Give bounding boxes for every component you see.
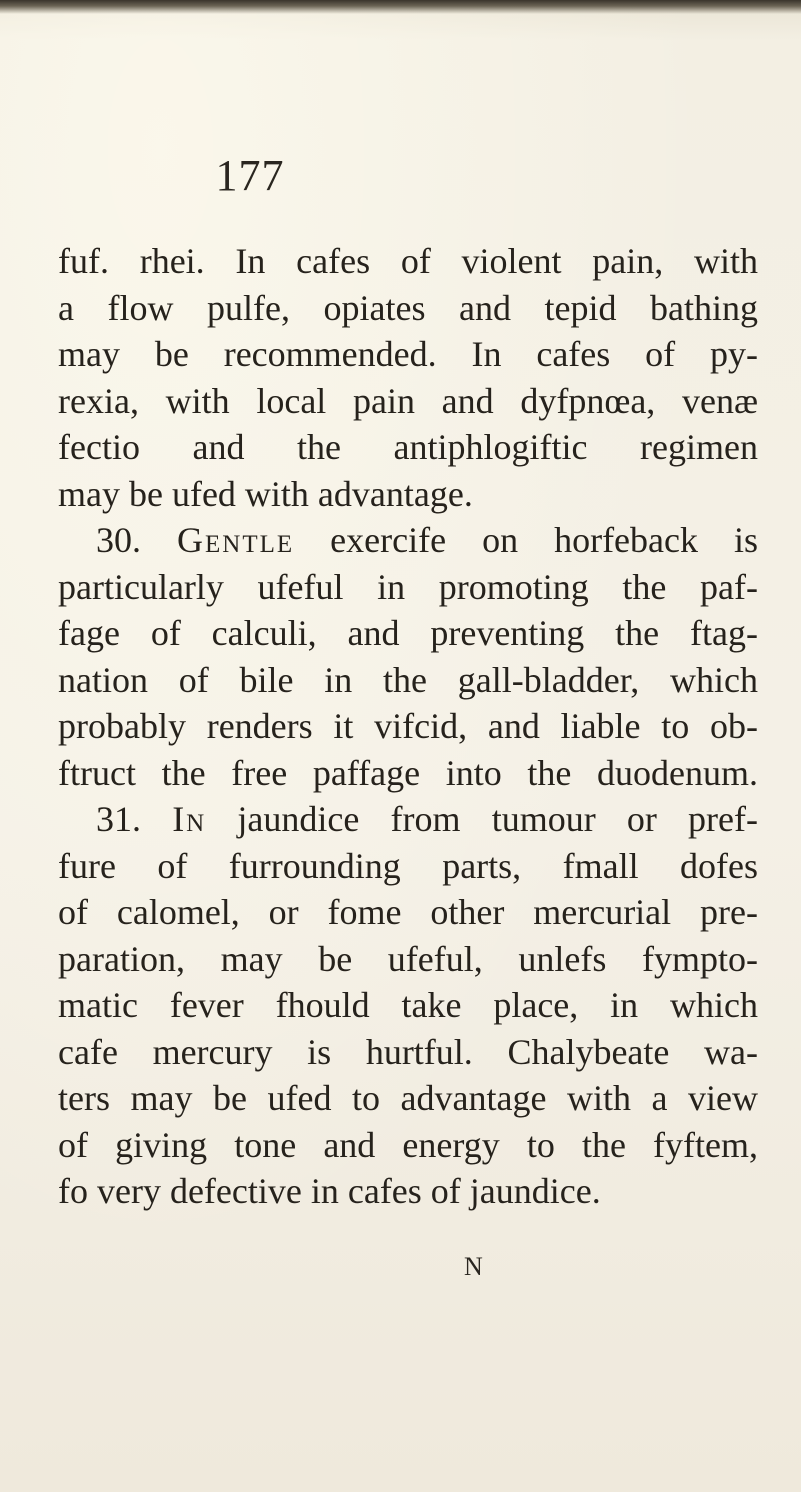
text-line: cafe mercury is hurtful. Chalybeate wa- xyxy=(58,1031,758,1072)
text-line: nation of bile in the gall-bladder, which xyxy=(58,659,758,700)
paragraph-30-first-line xyxy=(58,517,758,564)
text-line: fuf. rhei. In cafes of violent pain, with xyxy=(58,241,758,281)
paragraph-31-first-line xyxy=(58,796,758,843)
paragraph-lead-word: Gentle xyxy=(177,520,295,560)
text-line: fure of furrounding parts, fmall dofes xyxy=(58,845,758,886)
text-line: rexia, with local pain and dyfpnœa, venæ xyxy=(58,380,758,421)
text-line: a flow pulfe, opiates and tepid bathing xyxy=(58,287,758,328)
paragraph-number: 30. xyxy=(96,520,141,560)
text-line: may be recommended. In cafes of py- xyxy=(58,334,758,374)
text-line: may be ufed with advantage. xyxy=(58,473,473,514)
text-line: particularly ufeful in promoting the paf- xyxy=(58,566,758,607)
paragraph-lead-rest: jaundice from tumour or pref- xyxy=(237,799,759,839)
text-line: paration, may be ufeful, unlefs fympto- xyxy=(58,938,758,979)
text-line: of giving tone and energy to the fyftem, xyxy=(58,1124,758,1165)
paragraph-lead-rest: exercife on horfeback is xyxy=(330,520,759,560)
page-top-shadow xyxy=(0,0,801,14)
text-line: fectio and the antiphlogiftic regimen xyxy=(58,427,758,467)
paragraph-number: 31. xyxy=(96,799,141,839)
text-line: matic fever fhould take place, in which xyxy=(58,985,758,1025)
text-line: of calomel, or fome other mercurial pre- xyxy=(58,892,758,932)
text-line: fo very defective in cafes of jaundice. xyxy=(58,1171,601,1211)
body-text xyxy=(58,238,758,1215)
paragraph-lead-word: In xyxy=(172,799,207,839)
text-line: fage of calculi, and preventing the ftag- xyxy=(58,613,758,653)
page-number: 177 xyxy=(215,151,285,200)
text-line: ftruct the free paffage into the duodenum. xyxy=(58,752,758,793)
text-line: probably renders it vifcid, and liable to ob- xyxy=(58,706,758,746)
text-line: ters may be ufed to advantage with a view xyxy=(58,1078,758,1118)
catchword: N xyxy=(464,1252,483,1281)
